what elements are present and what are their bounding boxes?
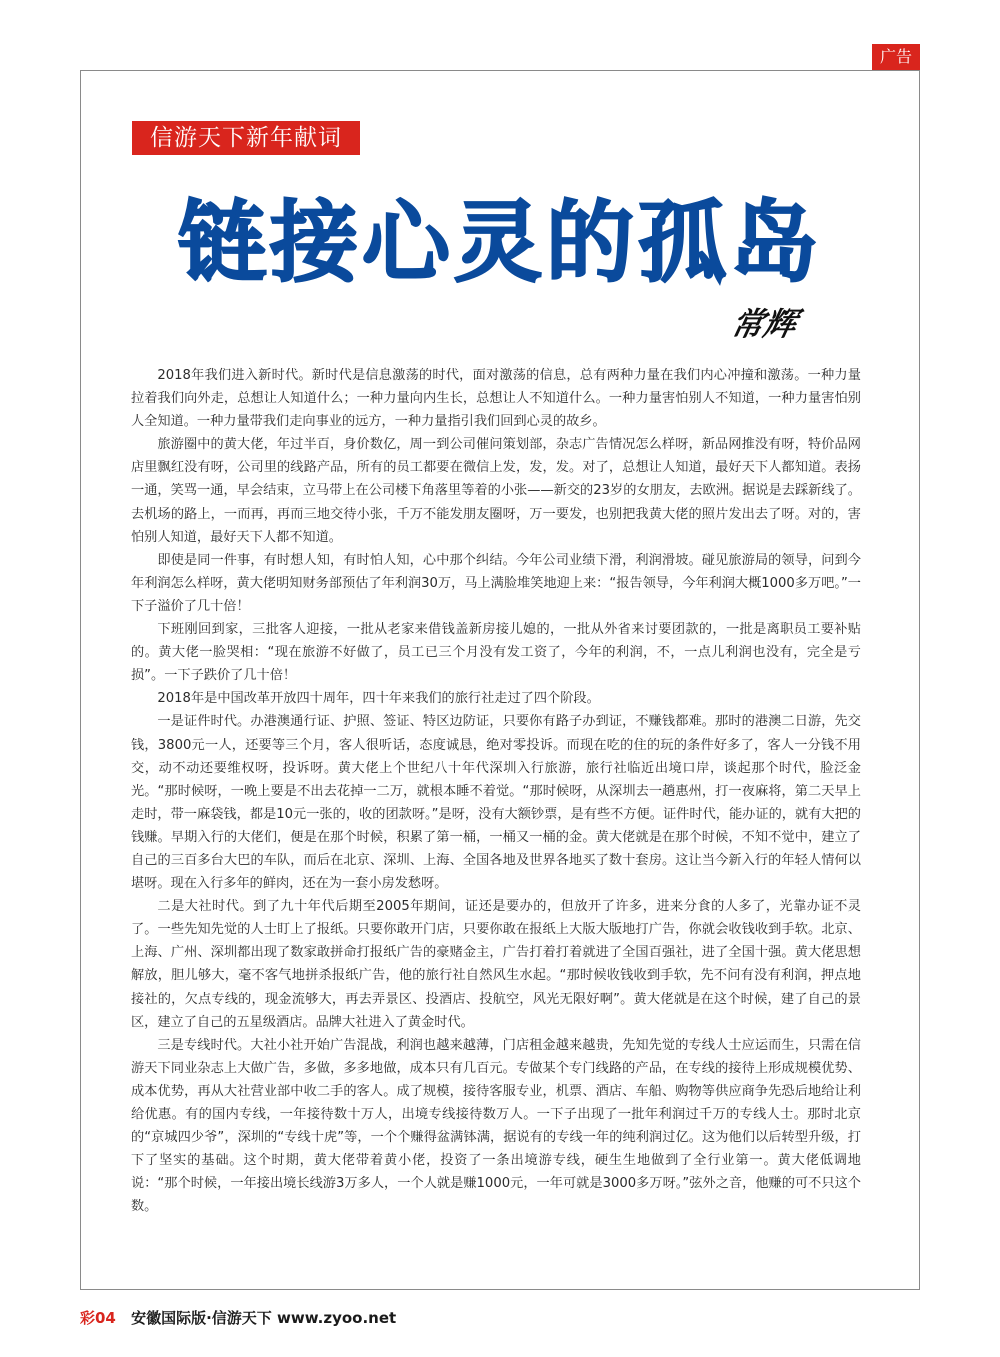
paragraph: 一是证件时代。办港澳通行证、护照、签证、特区边防证，只要你有路子办到证，不赚钱都难。那时的港澳二日游，先交钱，3800元一人，还要等三个月，客人很听话，态度诚恳，绝对零投诉。而现在吃的住的玩的条件好多了，客人一分钱不用交，动不动还要维权呀，投诉呀。黄大佬上个世纪八十年代深圳入行旅游，旅行社临近出境口岸，谈起那个时代，脸泛金光。“那时候呀，一晚上要是不出去花掉一二万，就根本睡不着觉。“那时候呀，从深圳去一趟惠州，打一夜麻将，第二天早上走时，带一麻袋钱，都是10元一张的，收的团款呀。”是呀，没有大额钞票，是有些不方便。证件时代，能办证的，就有大把的钱赚。早期入行的大佬们，便是在那个时候，积累了第一桶，一桶又一桶的金。黄大佬就是在那个时候，不知不觉中，建立了自己的三百多台大巴的车队，而后在北京、深圳、上海、全国各地及世界各地买了数十套房。这让当今新入行的年轻人情何以堪呀。现在入行多年的鲜肉，还在为一套小房发愁呀。 [131, 714, 861, 892]
paragraph: 下班刚回到家，三批客人迎接，一批从老家来借钱盖新房接儿媳的，一批从外省来讨要团款的，一批是离职员工要补贴的。黄大佬一脸哭相：“现在旅游不好做了，员工已三个月没有发工资了，今年的利润，不，一点儿利润也没有，完全是亏损”。一下子跌价了几十倍！ [131, 622, 861, 684]
page-number: 彩04 [80, 1309, 116, 1327]
paragraph: 2018年是中国改革开放四十周年，四十年来我们的旅行社走过了四个阶段。 [157, 691, 600, 707]
paragraph: 2018年我们进入新时代。新时代是信息激荡的时代，面对激荡的信息，总有两种力量在我们内心冲撞和激荡。一种力量拉着我们向外走，总想让人知道什么；一种力量向内生长，总想让人不知道什么。一种力量害怕别人不知道，一种力量害怕别人全知道。一种力量带我们走向事业的远方，一种力量指引我们回到心灵的故乡。 [131, 368, 861, 430]
author-signature: 常辉 [727, 305, 801, 343]
paragraph: 即使是同一件事，有时想人知，有时怕人知，心中那个纠结。今年公司业绩下滑，利润滑坡。碰见旅游局的领导，问到今年利润怎么样呀，黄大佬明知财务部预估了年利润30万，马上满脸堆笑地迎上来：“报告领导，今年利润大概1000多万吧。”一下子溢价了几十倍！ [131, 552, 861, 614]
paragraph: 旅游圈中的黄大佬，年过半百，身价数亿，周一到公司催问策划部，杂志广告情况怎么样呀，新品网推没有呀，特价品网店里飘红没有呀，公司里的线路产品，所有的员工都要在微信上发，发，发。对了，总想让人知道，最好天下人都知道。表扬一通，笑骂一通，早会结束，立马带上在公司楼下角落里等着的小张——新交的23岁的女朋友，去欧洲。据说是去踩新线了。去机场的路上，一而再，再而三地交待小张，千万不能发朋友圈呀，万一要发，也别把我黄大佬的照片发出去了呀。对的，害怕别人知道，最好天下人都不知道。 [131, 437, 861, 545]
article-title: 链接心灵的孤岛 [177, 191, 822, 294]
article-body [131, 364, 861, 1218]
page-footer [80, 1308, 396, 1328]
ad-tag: 广告 [872, 44, 920, 70]
paragraph: 三是专线时代。大社小社开始广告混战，利润也越来越薄，门店租金越来越贵，先知先觉的专线人士应运而生，只需在信游天下同业杂志上大做广告，多做，多多地做，成本只有几百元。专做某个专门线路的产品，在专线的接待上形成规模优势、成本优势，再从大社营业部中收二手的客人。成了规模，接待客服专业，机票、酒店、车船、购物等供应商争先恐后地给让利给优惠。有的国内专线，一年接待数十万人，出境专线接待数万人。一下子出现了一批年利润过千万的专线人士。那时北京的“京城四少爷”，深圳的“专线十虎”等，一个个赚得盆满钵满，据说有的专线一年的纯利润过亿。这为他们以后转型升级，打下了坚实的基础。这个时期，黄大佬带着黄小佬，投资了一条出境游专线，硬生生地做到了全行业第一。黄大佬低调地说：“那个时候，一年接出境长线游3万多人，一个人就是赚1000元，一年可就是3000多万呀。”弦外之音，他赚的可不只这个数。 [131, 1037, 861, 1215]
paragraph: 二是大社时代。到了九十年代后期至2005年期间，证还是要办的，但放开了许多，进来分食的人多了，光靠办证不灵了。一些先知先觉的人士盯上了报纸。只要你敢开门店，只要你敢在报纸上大版大版地打广告，你就会收钱收到手软。北京、上海、广州、深圳都出现了数家敢拼命打报纸广告的豪赌金主，广告打着打着就进了全国百强社，进了全国十强。黄大佬思想解放，胆儿够大，毫不客气地拼杀报纸广告，他的旅行社自然风生水起。“那时候收钱收到手软，先不问有没有利润，押点地接社的，欠点专线的，现金流够大，再去弄景区、投酒店、投航空，风光无限好啊”。黄大佬就是在这个时候，建了自己的景区，建立了自己的五星级酒店。品牌大社进入了黄金时代。 [131, 899, 861, 1030]
column-banner: 信游天下新年献词 [132, 121, 360, 155]
publication-info: 安徽国际版·信游天下 www.zyoo.net [131, 1309, 397, 1327]
